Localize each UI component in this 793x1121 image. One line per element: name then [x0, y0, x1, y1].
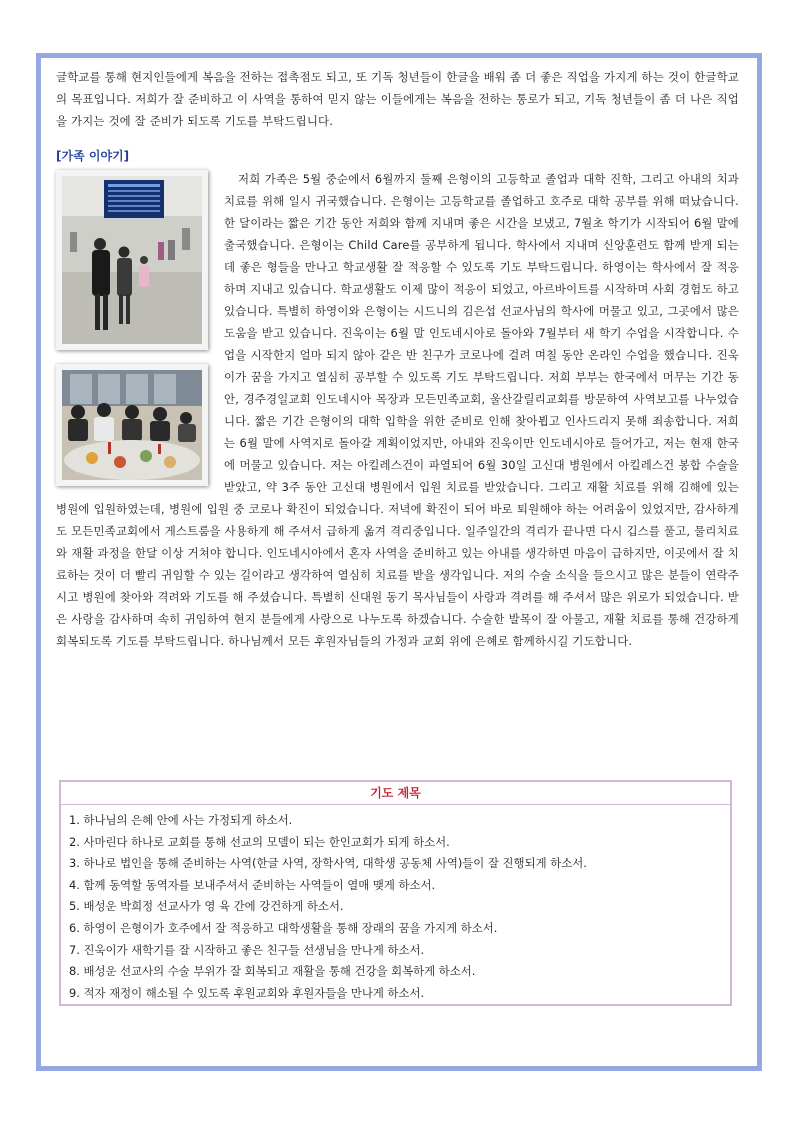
prayer-requests-box: [59, 780, 732, 1006]
family-section-title: [가족 이야기]: [56, 149, 130, 163]
prayer-title: 기도 제목: [61, 782, 730, 805]
airport-family-photo: [56, 170, 208, 350]
prayer-item: 2. 사마린다 하나로 교회를 통해 선교의 모델이 되는 한인교회가 되게 하소서.: [69, 834, 450, 849]
prayer-list: [61, 805, 730, 1004]
newsletter-content: [56, 66, 739, 652]
prayer-item: 9. 적자 재정이 해소될 수 있도록 후원교회와 후원자들을 만나게 하소서.: [69, 985, 425, 1000]
prayer-item: 6. 하영이 은형이가 호주에서 잘 적응하고 대학생활을 통해 장래의 꿈을 가지게 하소서.: [69, 920, 498, 935]
prayer-item: 7. 진욱이가 새학기를 잘 시작하고 좋은 친구들 선생님을 만나게 하소서.: [69, 942, 425, 957]
prayer-item: 5. 배성운 박희정 선교사가 영 육 간에 강건하게 하소서.: [69, 899, 344, 914]
restaurant-family-photo: [56, 364, 208, 486]
family-story-text: 저희 가족은 5월 중순에서 6월까지 둘째 은형이의 고등학교 졸업과 대학 진학, 그리고 아내의 치과 치료를 위해 일시 귀국했습니다. 은형이는 고등학교를 졸업하고 호주로 대학 공부를 위해 떠났습니다. 한 달이라는 짧은 기간 동안 저희와 함께 지내며 좋은 시간을 보냈고, 7월초 학기가 시작되어 6월 말에 출국했습니다. 은형이는 Child Care를 공부하게 됩니다. 학사에서 지내며 신앙훈련도 함께 받게 되는데 좋은 형들을 만나고 학교생활 잘 적응할 수 있도록 기도 부탁드립니다. 하영이는 학사에서 잘 적응하며 지내고 있습니다. 학교생활도 이제 많이 적응이 되었고, 아르바이트를 시작하며 사회 경험도 하고 있습니다. 특별히 하영이와 은형이는 시드니의 김은섭 선교사님의 학사에 머물고 있고, 그곳에서 많은 도움을 받고 있습니다. 진욱이는 6월 말 인도네시아로 돌아와 7월부터 새 학기 수업을 시작합니다. 수업을 시작한지 얼마 되지 않아 같은 반 친구가 코로나에 걸려 며칠 동안 온라인 수업을 했습니다. 진욱이가 꿈을 가지고 열심히 공부할 수 있도록 기도 부탁드립니다. 저희 부부는 한국에서 머무는 기간 동안, 경주경일교회 인도네시아 목장과 모든민족교회, 울산갈릴리교회를 방문하여 사역보고를 나누었습니다. 짧은 기간 은형이의 대학 입학을 위한 준비로 인해 찾아뵙고 인사드리지 못해 죄송합니다. 저희는 6월 말에 사역지로 돌아갈 계획이었지만, 아내와 진욱이만 인도네시아로 들어가고, 저는 현재 한국에 머물고 있습니다. 저는 아킬레스건이 파열되어 6월 30일 고신대 병원에서 아킬레스건 봉합 수술을 받았고, 약 3주 동안 고신대 병원에서 입원 치료를 받았습니다. 그리고 재활 치료를 위해 김해에 있는 병원에 입원하였는데, 병원에 입원 중 코로나 확진이 되었습니다. 저녁에 확진이 되어 바로 퇴원해야 하는 어려움이 있었지만, 감사하게도 모든민족교회에서 게스트룸을 사용하게 해 주셔서 급하게 옮겨 격리중입니다. 일주일간의 격리가 끝나면 다시 깁스를 풀고, 물리치료와 재활 과정을 한달 이상 거쳐야 합니다. 인도네시아에서 혼자 사역을 준비하고 있는 아내를 생각하면 마음이 급하지만, 이곳에서 잘 치료하는 것이 더 빨리 귀임할 수 있는 길이라고 생각하여 열심히 치료를 받을 생각입니다. 저의 수술 소식을 들으시고 많은 분들이 연락주시고 병원에 찾아와 격려와 기도를 해 주셨습니다. 특별히 신대원 동기 목사님들이 사랑과 격려를 해 주셔서 많은 위로가 되었습니다. 받은 사랑을 감사하며 속히 귀임하여 현지 분들에게 사랑으로 나누도록 하겠습니다. 수술한 발목이 잘 아물고, 재활 치료를 통해 건강하게 회복되도록 기도를 부탁드립니다. 하나님께서 모든 후원자님들의 가정과 교회 위에 은혜로 함께하시길 기도합니다.: [56, 172, 739, 648]
prayer-item: 1. 하나님의 은혜 안에 사는 가정되게 하소서.: [69, 813, 293, 827]
prayer-item: 4. 함께 동역할 동역자를 보내주셔서 준비하는 사역들이 열매 맺게 하소서.: [69, 877, 436, 892]
prayer-item: 8. 배성운 선교사의 수술 부위가 잘 회복되고 재활을 통해 건강을 회복하게 하소서.: [69, 964, 476, 979]
airport-photo-image: [62, 176, 202, 344]
restaurant-photo-image: [62, 370, 202, 480]
prayer-item: 3. 하나로 법인을 통해 준비하는 사역(한글 사역, 장학사역, 대학생 공동체 사역)들이 잘 진행되게 하소서.: [69, 856, 587, 871]
intro-paragraph: 글학교를 통해 현지인들에게 복음을 전하는 접촉점도 되고, 또 기독 청년들이 한글을 배워 좀 더 좋은 직업을 가지게 하는 것이 한글학교의 목표입니다. 저희가 잘 준비하고 이 사역을 통하여 믿지 않는 이들에게는 복음을 전하는 통로가 되고, 기독 청년들이 좀 더 나은 직업을 가지는 것에 잘 준비가 되도록 기도를 부탁드립니다.: [56, 70, 739, 128]
